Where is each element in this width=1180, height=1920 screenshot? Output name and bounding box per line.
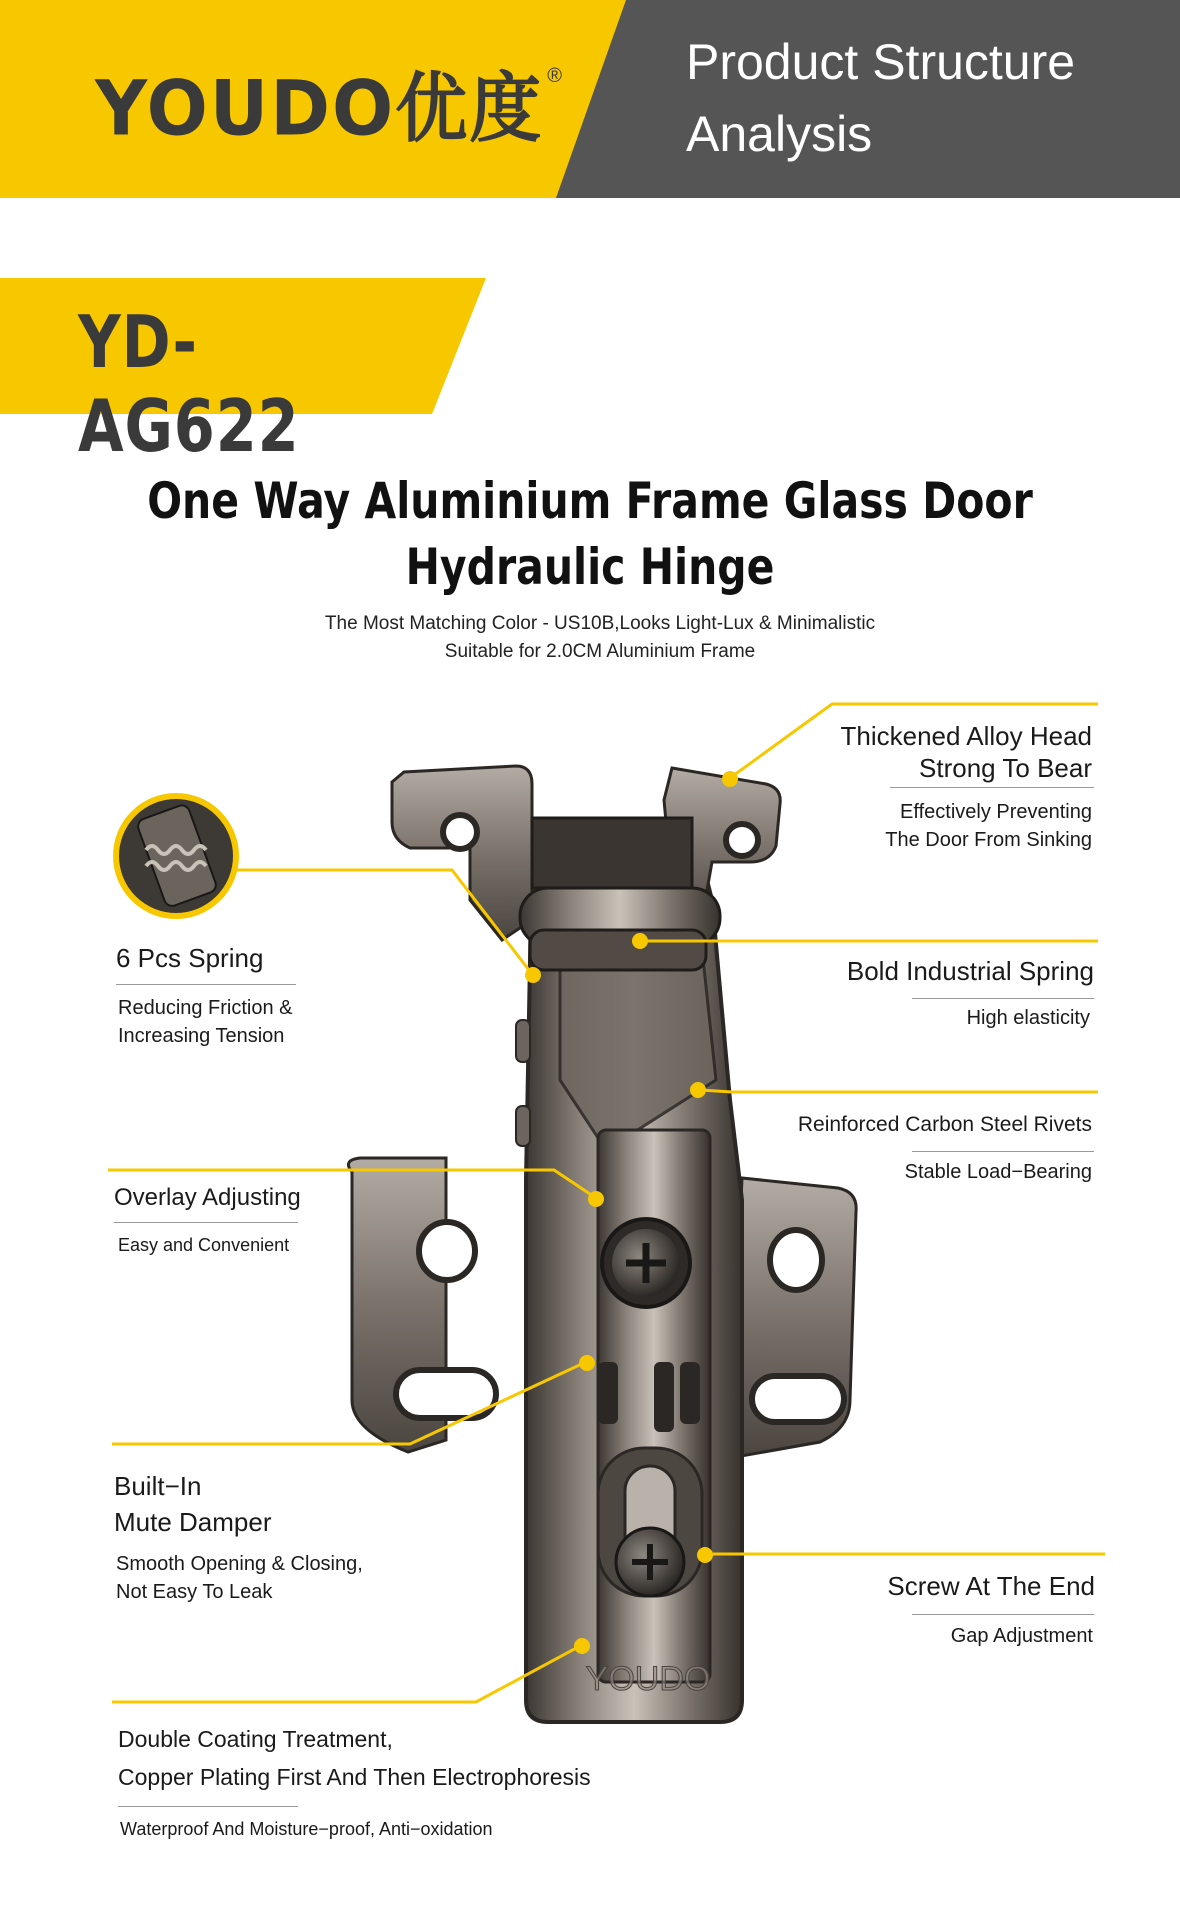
marker-rivets: [690, 1082, 706, 1098]
alloy-head-desc2: The Door From Sinking: [885, 829, 1092, 851]
callout-damper-desc: [116, 1550, 456, 1606]
callout-overlay: [114, 1182, 414, 1214]
screw-end-desc: Gap Adjustment: [950, 1625, 1093, 1647]
callout-alloy-head: [780, 720, 1092, 784]
callout-overlay-desc: [118, 1232, 418, 1258]
spring6-desc2: Increasing Tension: [118, 1025, 285, 1047]
callout-coating: [118, 1720, 738, 1796]
product-title-line2: Hydraulic Hinge: [405, 538, 775, 596]
rivets-desc: Stable Load−Bearing: [904, 1161, 1092, 1183]
page-title-line2: Analysis: [686, 106, 873, 162]
product-title-line1: One Way Aluminium Frame Glass Door: [147, 472, 1033, 530]
spring-inset-image: [116, 796, 236, 916]
alloy-head-desc1: Effectively Preventing: [900, 801, 1092, 823]
alloy-head-title1: Thickened Alloy Head: [840, 721, 1092, 751]
callout-alloy-head-desc: [780, 798, 1092, 854]
marker-industrial-spring: [632, 933, 648, 949]
callout-screw-end-desc: [790, 1622, 1093, 1650]
marker-6-spring: [525, 967, 541, 983]
callout-damper: [114, 1468, 414, 1540]
subtitle-line1: The Most Matching Color - US10B,Looks Light-Lux & Minimalistic: [324, 613, 876, 634]
callout-industrial-spring-desc: [800, 1004, 1090, 1032]
callout-6-spring: [116, 942, 416, 974]
screw-end-divider: [912, 1614, 1094, 1615]
coating-title2: Copper Plating First And Then Electrophoresis: [118, 1764, 591, 1790]
marker-coating: [574, 1638, 590, 1654]
overlay-title: Overlay Adjusting: [114, 1184, 301, 1211]
marker-screw-end: [697, 1547, 713, 1563]
model-number: YD-AG622: [78, 300, 300, 468]
callout-screw-end: [740, 1570, 1095, 1602]
subtitle-line2: Suitable for 2.0CM Aluminium Frame: [444, 641, 756, 662]
alloy-head-divider: [890, 787, 1094, 788]
damper-title2: Mute Damper: [114, 1507, 272, 1537]
coating-desc: Waterproof And Moisture−proof, Anti−oxidation: [120, 1819, 493, 1839]
marker-damper: [579, 1355, 595, 1371]
screw-end-title: Screw At The End: [887, 1571, 1095, 1601]
industrial-spring-title: Bold Industrial Spring: [846, 956, 1094, 986]
hinge-engraving: YOUDO: [585, 1660, 711, 1698]
spring6-desc1: Reducing Friction &: [118, 997, 293, 1019]
brand-name: YOUDO优度: [95, 64, 544, 153]
industrial-spring-divider: [912, 998, 1094, 999]
damper-desc1: Smooth Opening & Closing,: [116, 1553, 363, 1575]
callout-coating-desc: [120, 1816, 740, 1842]
page-title-line1: Product Structure: [686, 34, 1076, 90]
registered-mark: ®: [547, 64, 562, 87]
marker-alloy-head: [722, 771, 738, 787]
damper-title1: Built−In: [114, 1471, 202, 1501]
callout-rivets: [700, 1111, 1092, 1139]
coating-title1: Double Coating Treatment,: [118, 1726, 393, 1752]
overlay-divider: [114, 1222, 298, 1223]
alloy-head-title2: Strong To Bear: [919, 753, 1092, 783]
rivets-divider: [912, 1151, 1094, 1152]
damper-desc2: Not Easy To Leak: [116, 1581, 273, 1603]
callout-industrial-spring: [700, 955, 1094, 987]
coating-divider: [118, 1806, 298, 1807]
overlay-desc: Easy and Convenient: [118, 1235, 290, 1255]
industrial-spring-desc: High elasticity: [966, 1007, 1090, 1029]
callout-6-spring-desc: [118, 994, 418, 1050]
callout-rivets-desc: [790, 1158, 1092, 1186]
rivets-title: Reinforced Carbon Steel Rivets: [797, 1113, 1092, 1136]
spring6-title: 6 Pcs Spring: [116, 943, 264, 973]
marker-overlay: [588, 1191, 604, 1207]
spring6-divider: [116, 984, 296, 985]
